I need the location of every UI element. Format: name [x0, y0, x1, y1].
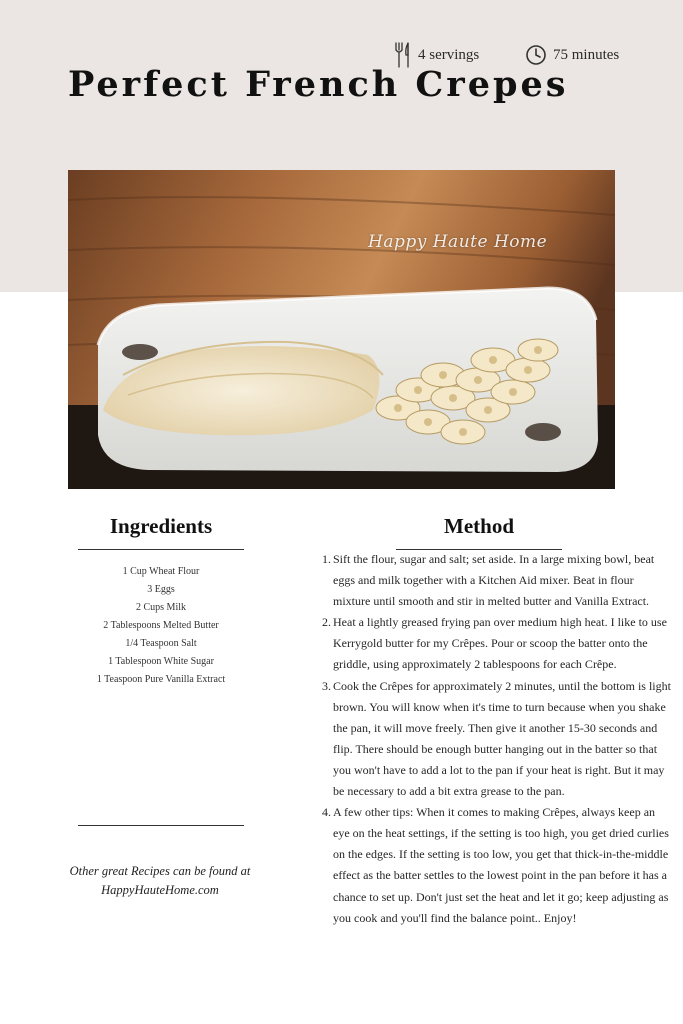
ingredient-item: 1 Tablespoon White Sugar — [108, 656, 214, 667]
crepes-illustration — [68, 170, 615, 489]
time-text: 75 minutes — [553, 46, 620, 63]
photo-watermark: Happy Haute Home — [368, 232, 548, 252]
method-step — [322, 612, 672, 675]
method-heading: Method — [444, 514, 514, 538]
ingredient-item: 2 Tablespoons Melted Butter — [103, 620, 219, 631]
ingredient-item: 1 Cup Wheat Flour — [122, 566, 200, 577]
servings-text: 4 servings — [418, 46, 480, 63]
ingredients-divider-bottom — [78, 825, 244, 826]
footer-line-1: Other great Recipes can be found at — [69, 864, 251, 878]
clock-icon — [525, 44, 547, 66]
ingredient-item: 3 Eggs — [147, 584, 175, 595]
footer-note — [60, 862, 260, 900]
footer-website: HappyHauteHome.com — [101, 883, 219, 897]
step-number: 3. — [322, 678, 331, 693]
ingredient-item: 1 Teaspoon Pure Vanilla Extract — [96, 674, 226, 685]
step-text: Cook the Crêpes for approximately 2 minutes, until the bottom is light brown. You will know when it's time to turn because when you shake the pan, it will move freely. Then give it another 15-30 seconds and flip. There should be enough butter hanging out in the batter so that you won't have to add a lot to the pan if your heat is right. But it may be necessary to add a bit extra grease to the pan. — [333, 678, 671, 799]
step-text: Heat a lightly greased frying pan over medium high heat. I like to use Kerrygold butter for my Crêpes. Pour or scoop the batter onto the griddle, using approximately 2 tablespoons for each Crêpe. — [333, 615, 667, 672]
method-step — [322, 549, 672, 612]
step-number: 4. — [322, 805, 331, 820]
step-number: 2. — [322, 615, 331, 630]
step-text: A few other tips: When it comes to making Crêpes, always keep an eye on the heat settings, if the setting is too high, you get dried curlies on the edges. If the setting is too low, you get that thick-in-the-middle effect as the batter settles to the lowest point in the pan before it has a chance to set up. Don't just set the heat and let it go; keep adjusting as you cook and you'll find the balance point.. Enjoy! — [333, 805, 669, 925]
step-text: Sift the flour, sugar and salt; set aside. In a large mixing bowl, beat eggs and milk together with a Kitchen Aid mixer. Beat in flour mixture until smooth and stir in melted butter and Vanilla Extract. — [333, 552, 655, 609]
ingredients-heading: Ingredients — [109, 514, 213, 538]
recipe-photo — [68, 170, 615, 489]
ingredients-list — [78, 563, 244, 689]
recipe-title: Perfect French Crepes — [68, 64, 569, 105]
ingredient-item: 1/4 Teaspoon Salt — [125, 638, 197, 649]
method-step — [322, 676, 672, 803]
step-number: 1. — [322, 552, 331, 566]
ingredient-item: 2 Cups Milk — [135, 602, 186, 613]
method-step — [322, 802, 672, 929]
ingredients-divider-top — [78, 549, 244, 550]
method-steps — [322, 549, 672, 929]
